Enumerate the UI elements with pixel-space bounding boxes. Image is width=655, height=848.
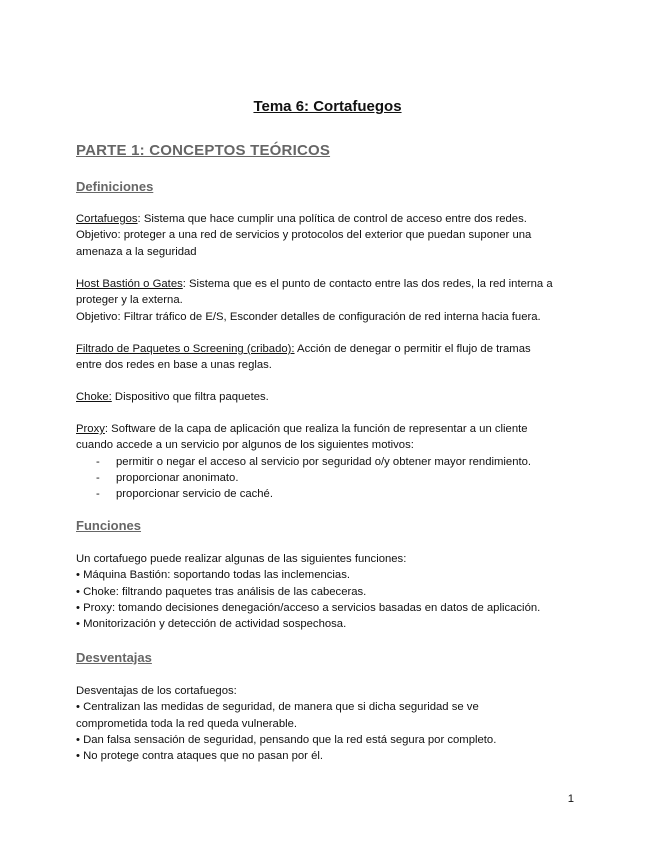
term-filtrado: Filtrado de Paquetes o Screening (cribado): — [76, 343, 295, 355]
list-item: • No protege contra ataques que no pasan por él. — [76, 750, 324, 763]
definition-text: : Sistema que es el punto de contacto entre las dos redes, la red interna a — [182, 278, 553, 290]
list-item: • Centralizan las medidas de seguridad, de manera que si dicha seguridad se ve — [76, 701, 479, 714]
funciones-list — [76, 551, 581, 632]
definition-text: Acción de denegar o permitir el flujo de tramas — [294, 343, 531, 355]
term-choke: Choke: — [76, 391, 112, 403]
objective-line: amenaza a la seguridad — [76, 245, 197, 258]
list-item: • Dan falsa sensación de seguridad, pensando que la red está segura por completo. — [76, 733, 497, 746]
definition-proxy — [76, 421, 581, 502]
desventajas-intro: Desventajas de los cortafuegos: — [76, 685, 237, 697]
funciones-intro: Un cortafuego puede realizar algunas de las siguientes funciones: — [76, 553, 407, 565]
section-heading-funciones: Funciones — [76, 518, 142, 533]
list-item: • Choke: filtrando paquetes tras análisis de las cabeceras. — [76, 585, 367, 598]
definition-text: cuando accede a un servicio por algunos de los siguientes motivos: — [76, 439, 414, 452]
part-heading: PARTE 1: CONCEPTOS TEÓRICOS — [76, 142, 331, 159]
section-heading-desventajas: Desventajas — [76, 650, 152, 665]
definition-text: proteger y la externa. — [76, 294, 183, 307]
definition-text: : Sistema que hace cumplir una política de control de acceso entre dos redes. — [137, 213, 527, 225]
objective-line: Objetivo: proteger a una red de servicios y protocolos del exterior que puedan suponer una — [76, 229, 532, 242]
definition-filtrado — [76, 341, 581, 374]
definition-text: : Software de la capa de aplicación que realiza la función de representar a un cliente — [104, 423, 528, 435]
definition-cortafuegos — [76, 211, 581, 260]
definition-text: Dispositivo que filtra paquetes. — [111, 391, 269, 403]
list-item: • Proxy: tomando decisiones denegación/acceso a servicios basadas en datos de aplicación. — [76, 601, 541, 614]
list-item: • Máquina Bastión: soportando todas las inclemencias. — [76, 569, 350, 582]
term-host-bastion: Host Bastión o Gates — [76, 278, 183, 290]
list-item-continuation: comprometida toda la red queda vulnerable. — [76, 717, 298, 730]
list-item: • Monitorización y detección de actividad sospechosa. — [76, 618, 347, 631]
page-title: Tema 6: Cortafuegos — [253, 98, 402, 115]
objective-line: Objetivo: Filtrar tráfico de E/S, Esconder detalles de configuración de red interna hacia fuera. — [76, 310, 541, 323]
list-item: - proporcionar anonimato. — [76, 470, 581, 486]
definition-host-bastion — [76, 276, 581, 325]
desventajas-list — [76, 683, 581, 764]
page-number: 1 — [567, 793, 574, 805]
definition-choke — [76, 389, 581, 405]
term-cortafuegos: Cortafuegos — [76, 213, 138, 225]
section-heading-definiciones: Definiciones — [76, 179, 154, 194]
term-proxy: Proxy — [76, 423, 105, 435]
definition-text: entre dos redes en base a unas reglas. — [76, 359, 272, 372]
list-item: - permitir o negar el acceso al servicio por seguridad o/y obtener mayor rendimiento. — [76, 454, 581, 470]
list-item: - proporcionar servicio de caché. — [76, 486, 581, 502]
